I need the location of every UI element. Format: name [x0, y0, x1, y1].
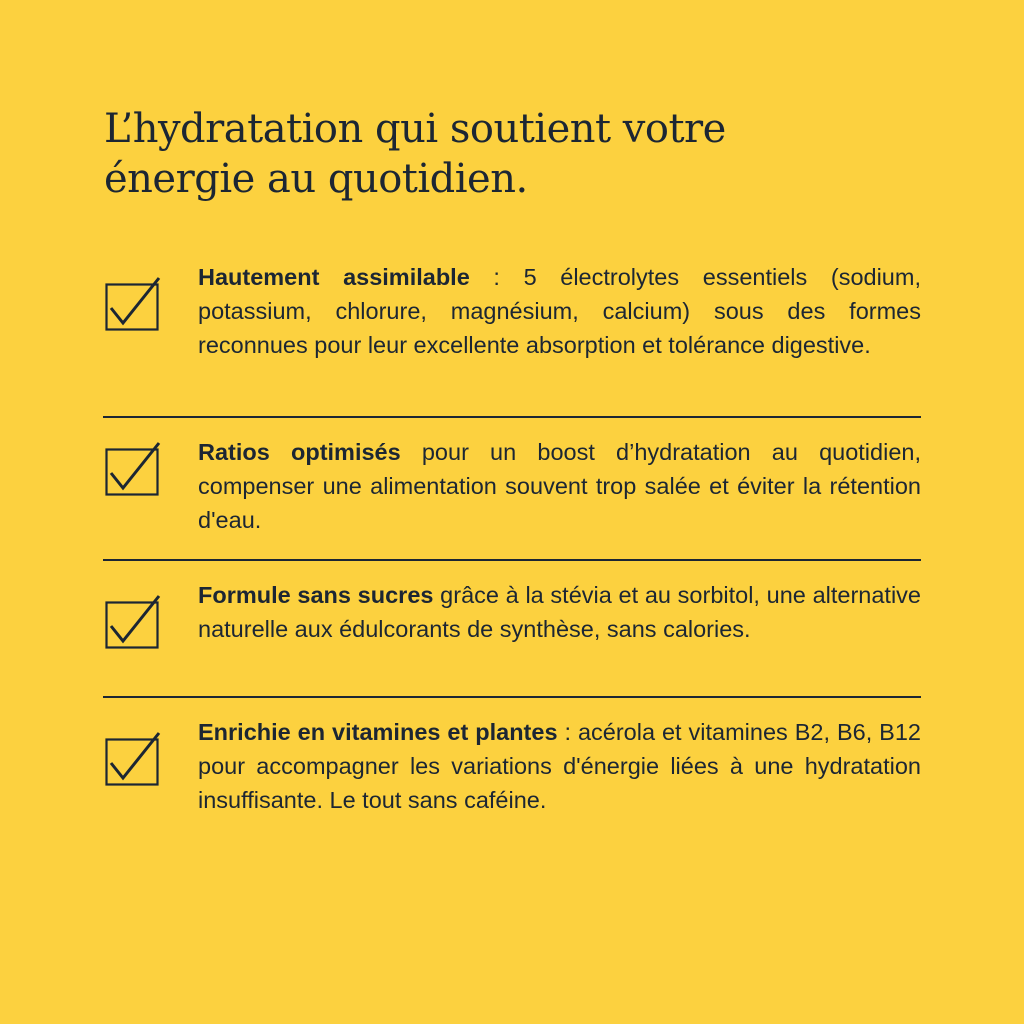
feature-heading: Formule sans sucres — [198, 582, 434, 608]
feature-text — [198, 715, 921, 817]
feature-description: pour un boost d’hydratation au quotidien, compenser une alimentation souvent trop salée et éviter la rétention d'eau. — [198, 439, 921, 533]
feature-item — [103, 260, 921, 400]
checkbox-checked-icon — [105, 275, 161, 331]
feature-description: : acérola et vitamines B2, B6, B12 pour accompagner les variations d'énergie liées à une hydratation insuffisante. Le tout sans caféine. — [198, 719, 921, 813]
feature-heading: Hautement assimilable — [198, 264, 470, 290]
page-title — [104, 104, 924, 204]
feature-text — [198, 260, 921, 362]
feature-list — [103, 260, 921, 817]
feature-heading: Ratios optimisés — [198, 439, 401, 465]
feature-description: grâce à la stévia et au sorbitol, une alternative naturelle aux édulcorants de synthèse, sans calories. — [198, 582, 922, 642]
divider — [103, 559, 921, 561]
feature-item — [103, 578, 921, 686]
feature-item — [103, 435, 921, 547]
feature-text — [198, 578, 921, 646]
checkbox-checked-icon — [105, 440, 161, 496]
feature-heading: Enrichie en vitamines et plantes — [198, 719, 558, 745]
feature-item — [103, 715, 921, 817]
divider — [103, 416, 921, 418]
feature-text — [198, 435, 921, 537]
checkbox-checked-icon — [105, 730, 161, 786]
page-title-line-1: L’hydratation qui soutient votre — [104, 106, 726, 152]
checkbox-checked-icon — [105, 593, 161, 649]
divider — [103, 696, 921, 698]
page-title-line-2: énergie au quotidien. — [104, 156, 528, 202]
feature-description: : 5 électrolytes essentiels (sodium, potassium, chlorure, magnésium, calcium) sous des formes reconnues pour leur excellente absorption et tolérance digestive. — [198, 264, 921, 358]
